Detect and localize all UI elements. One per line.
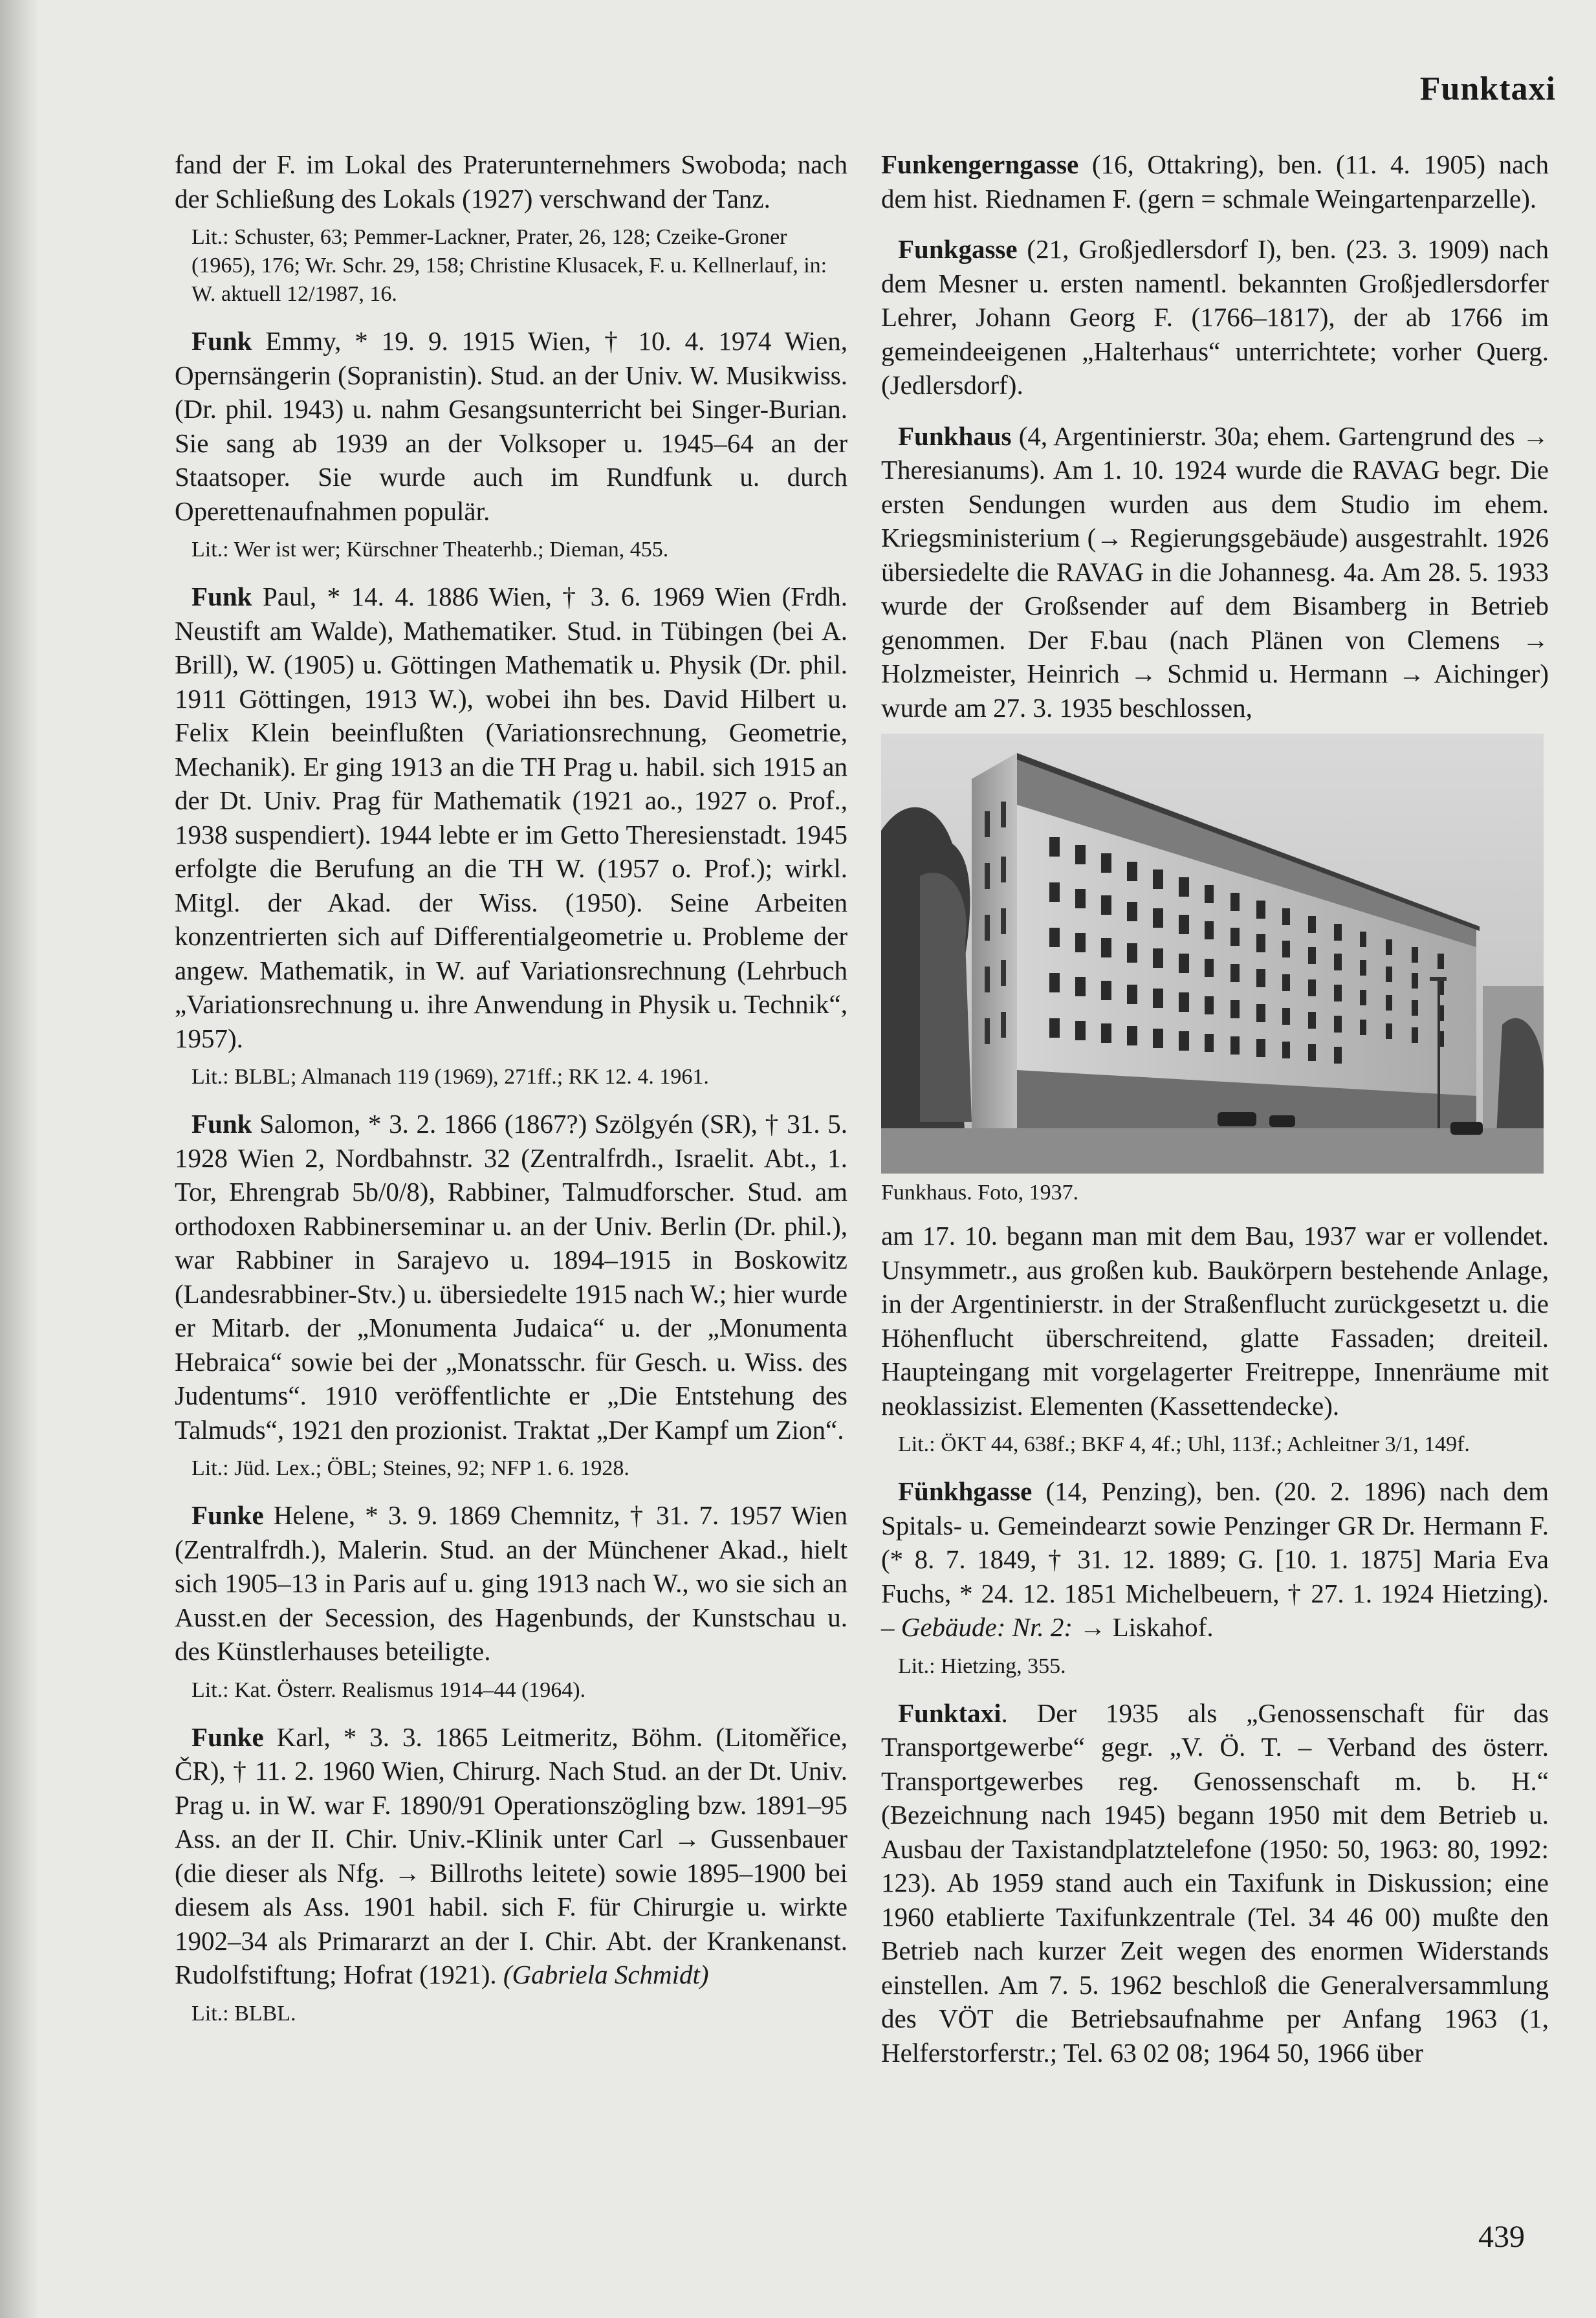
building-photo-image xyxy=(881,734,1544,1174)
entry-headword: Funkengerngasse xyxy=(881,149,1079,179)
entry-funk-emmy: Funk Emmy, * 19. 9. 1915 Wien, † 10. 4. 1974 Wien, Opernsängerin (Sopranistin). Stud. an der Univ. W. Musikwiss. (Dr. phil. 1943) u. nahm Gesangsunterricht bei Singer-Burian. Sie sang ab 1939 an der Volksoper u. 1945–64 an der Staatsoper. Sie wurde auch im Rundfunk u. durch Operettenaufnahmen populär. xyxy=(175,326,847,526)
entry-funke-helene: Funke Helene, * 3. 9. 1869 Chemnitz, † 31. 7. 1957 Wien (Zentralfrdh.), Malerin. Stud. an der Münchener Akad., hielt sich 1905–13 in Paris auf u. ging 1913 nach W., wo sie sich an Ausst.en der Secession, des Hagenbunds, der Kunstschau u. des Künstlerhauses beteiligte. xyxy=(175,1500,847,1666)
entry-funke-karl: Funke Karl, * 3. 3. 1865 Leitmeritz, Böhm. (Litoměřice, ČR), † 11. 2. 1960 Wien, Chirurg. Nach Stud. an der Dt. Univ. Prag u. in W. war F. 1890/91 Operationszögling bzw. 1891–95 Ass. an der II. Chir. Univ.-Klinik unter Carl → Gussenbauer (die dieser als Nfg. → Billroths leitete) sowie 1895–1900 bei diesem als Ass. 1901 habil. sich F. für Chirurgie u. wirkte 1902–34 als Primararzt an der I. Chir. Abt. der Krankenanst. Rudolfstiftung; Hofrat (1921). (Gabriela Schmidt) xyxy=(175,1722,847,1989)
page-number: 439 xyxy=(1478,2220,1525,2254)
lit-funk-emmy: Lit.: Wer ist wer; Kürschner Theaterhb.; Dieman, 455. xyxy=(191,538,669,562)
entry-headword: Funk xyxy=(191,326,252,356)
lit-funkhaus: Lit.: ÖKT 44, 638f.; BKF 4, 4f.; Uhl, 113f.; Achleitner 3/1, 149f. xyxy=(898,1432,1470,1456)
lit-tanz: Lit.: Schuster, 63; Pemmer-Lackner, Prater, 26, 128; Czeike-Groner (1965), 176; Wr. Schr. 29, 158; Christine Klusacek, F. u. Kellnerlauf, in: W. aktuell 12/1987, 16. xyxy=(191,225,827,306)
lit-funk-salomon: Lit.: Jüd. Lex.; ÖBL; Steines, 92; NFP 1. 6. 1928. xyxy=(191,1456,629,1480)
entry-tanz: fand der F. im Lokal des Praterunternehmers Swoboda; nach der Schließung des Lokals (1927) verschwand der Tanz. xyxy=(175,149,847,213)
entry-funkgasse: Funkgasse (21, Großjedlersdorf I), ben. (23. 3. 1909) nach dem Mesner u. ersten namentl. bekannten Großjedlersdorfer Lehrer, Johann Georg F. (1766–1817), der ab 1766 im gemeindeeigenen „Halterhaus“ unterrichtete; vorher Querg. (Jedlersdorf). xyxy=(881,234,1549,400)
entry-funkengerngasse: Funkengerngasse (16, Ottakring), ben. (11. 4. 1905) nach dem hist. Riednamen F. (gern = schmale Weingartenparzelle). xyxy=(881,149,1549,213)
entry-headword: Funke xyxy=(191,1722,264,1752)
left-column xyxy=(175,148,847,2044)
lit-funke-helene: Lit.: Kat. Österr. Realismus 1914–44 (1964). xyxy=(191,1678,586,1702)
entry-headword: Funk xyxy=(191,1109,252,1139)
page-gutter-shadow xyxy=(0,0,39,2318)
lit-funke-karl: Lit.: BLBL. xyxy=(191,2001,296,2026)
entry-funkhaus-continued: am 17. 10. begann man mit dem Bau, 1937 war er vollendet. Unsymmetr., aus großen kub. Baukörpern bestehende Anlage, in der Argentinierstr. in der Straßenflucht zurückgesetzt u. die Höhenflucht überschreitend, glatte Fassaden; dreiteil. Haupteingang mit vorgelagerter Freitreppe, Innenräume mit neoklassizist. Elementen (Kassettendecke). xyxy=(881,1221,1549,1421)
entry-headword: Funk xyxy=(191,582,252,611)
right-column xyxy=(881,148,1549,2086)
lit-fuenkhgasse: Lit.: Hietzing, 355. xyxy=(898,1654,1066,1678)
entry-funk-paul: Funk Paul, * 14. 4. 1886 Wien, † 3. 6. 1969 Wien (Frdh. Neustift am Walde), Mathematiker. Stud. in Tübingen (bei A. Brill), W. (1905) u. Göttingen Mathematik u. Physik (Dr. phil. 1911 Göttingen, 1913 W.), wobei ihn bes. David Hilbert u. Felix Klein beeinflußten (Variationsrechnung, Geometrie, Mechanik). Er ging 1913 an die TH Prag u. habil. sich 1915 an der Dt. Univ. Prag für Mathematik (1921 ao., 1927 o. Prof., 1938 suspendiert). 1944 lebte er im Getto Theresienstadt. 1945 erfolgte die Berufung an die TH W. (1957 o. Prof.); wirkl. Mitgl. der Akad. der Wiss. (1950). Seine Arbeiten konzentrierten sich auf Differentialgeometrie u. Probleme der angew. Mathematik, in W. auf Variationsrechnung (Lehrbuch „Variationsrechnung u. ihre Anwendung in Physik u. Technik“, 1957). xyxy=(175,582,847,1053)
entry-headword: Funke xyxy=(191,1500,264,1530)
funkhaus-photo xyxy=(881,734,1549,1174)
entry-headword: Funkgasse xyxy=(898,234,1018,264)
running-head: Funktaxi xyxy=(1419,71,1556,107)
entry-fuenkhgasse: Fünkhgasse (14, Penzing), ben. (20. 2. 1896) nach dem Spitals- u. Gemeindearzt sowie Penzinger GR Dr. Hermann F. (* 8. 7. 1849, † 31. 12. 1889; G. [10. 1. 1875] Maria Eva Fuchs, * 24. 12. 1851 Michelbeuern, † 27. 1. 1924 Hietzing). – Gebäude: Nr. 2: → Liskahof. xyxy=(881,1476,1549,1642)
author-signature: (Gabriela Schmidt) xyxy=(503,1960,709,1989)
building-reference: Gebäude: Nr. 2: xyxy=(901,1612,1073,1642)
entry-headword: Funktaxi xyxy=(898,1698,1001,1728)
photo-caption: Funkhaus. Foto, 1937. xyxy=(881,1181,1079,1205)
entry-headword: Funkhaus xyxy=(898,421,1012,451)
lit-funk-paul: Lit.: BLBL; Almanach 119 (1969), 271ff.; RK 12. 4. 1961. xyxy=(191,1065,709,1089)
entry-funkhaus: Funkhaus (4, Argentinierstr. 30a; ehem. Gartengrund des → Theresianums). Am 1. 10. 1924 wurde die RAVAG begr. Die ersten Sendungen wurden aus dem Studio im ehem. Kriegsministerium (→ Regierungsgebäude) ausgestrahlt. 1926 übersiedelte die RAVAG in die Johannesg. 4a. Am 28. 5. 1933 wurde der Großsender auf dem Bisamberg in Betrieb genommen. Der F.bau (nach Plänen von Clemens → Holzmeister, Heinrich → Schmid u. Hermann → Aichinger) wurde am 27. 3. 1935 beschlossen, xyxy=(881,421,1549,723)
entry-funktaxi: Funktaxi. Der 1935 als „Genossenschaft für das Transportgewerbe“ gegr. „V. Ö. T. – Verband des österr. Transportgewerbes reg. Genossenschaft m. b. H.“ (Bezeichnung nach 1945) begann 1950 mit dem Betrieb u. Ausbau der Taxistandplatztelefone (1950: 50, 1963: 80, 1992: 123). Ab 1959 stand auch ein Taxifunk in Diskussion; eine 1960 etablierte Taxifunkzentrale (Tel. 34 46 00) mußte den Betrieb nach kurzer Zeit wegen des enormen Widerstands einstellen. Am 7. 5. 1962 beschloß die Generalversammlung des VÖT die Betriebsaufnahme per Anfang 1963 (1, Helferstorferstr.; Tel. 63 02 08; 1964 50, 1966 über xyxy=(881,1698,1549,2068)
entry-headword: Fünkhgasse xyxy=(898,1476,1033,1506)
entry-funk-salomon: Funk Salomon, * 3. 2. 1866 (1867?) Szölgyén (SR), † 31. 5. 1928 Wien 2, Nordbahnstr. 32 (Zentralfrdh., Israelit. Abt., 1. Tor, Ehrengrab 5b/0/8), Rabbiner, Talmudforscher. Stud. am orthodoxen Rabbinerseminar u. an der Univ. Berlin (Dr. phil.), war Rabbiner in Sarajevo u. 1894–1915 in Boskowitz (Landesrabbiner-Stv.) u. übersiedelte 1915 nach W.; hier wurde er Mitarb. der „Monumenta Judaica“ u. der „Monumenta Hebraica“ sowie bei der „Monatsschr. für Gesch. u. Wiss. des Judentums“. 1910 veröffentlichte er „Die Entstehung des Talmuds“, 1921 den prozionist. Traktat „Der Kampf um Zion“. xyxy=(175,1109,847,1445)
